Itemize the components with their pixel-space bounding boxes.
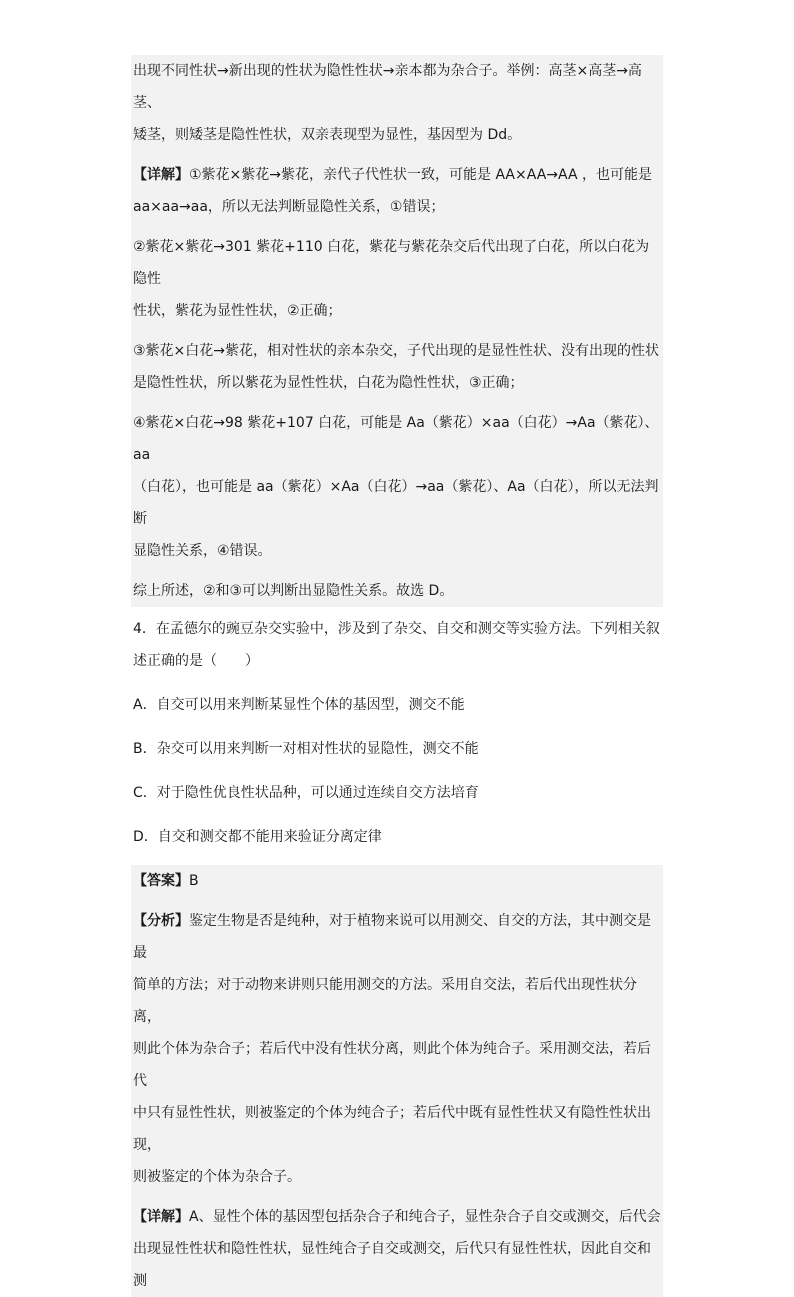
answer-value: B (189, 873, 199, 889)
text-line: 性状，紫花为显性性状，②正确； (133, 303, 342, 319)
option-c: C．对于隐性优良性状品种，可以通过连续自交方法培育 (131, 777, 663, 809)
text-line: 【分析】鉴定生物是否是纯种，对于植物来说可以用测交、自交的方法，其中测交是最 (133, 913, 651, 961)
text-line: ④紫花×白花→98 紫花+107 白花，可能是 Aa（紫花）×aa（白花）→Aa（紫花）、aa (133, 415, 659, 463)
answer-tag: 【答案】 (133, 873, 189, 889)
prev-analysis-block (131, 55, 663, 151)
option-b: B．杂交可以用来判断一对相对性状的显隐性，测交不能 (131, 733, 663, 765)
answer-block (131, 865, 663, 897)
prev-detail-item-4 (131, 407, 663, 567)
option-a: A．自交可以用来判断某显性个体的基因型，测交不能 (131, 689, 663, 721)
prev-detail-item-2 (131, 231, 663, 327)
text-line: 述正确的是（ ） (133, 653, 259, 669)
text-line: 4．在孟德尔的豌豆杂交实验中，涉及到了杂交、自交和测交等实验方法。下列相关叙 (133, 621, 660, 637)
text-line: 则被鉴定的个体为杂合子。 (133, 1169, 301, 1185)
text-line: 出现显性性状和隐性性状，显性纯合子自交或测交，后代只有显性性状，因此自交和测 (133, 1241, 651, 1289)
prev-detail-block (131, 159, 663, 223)
detail-tag: 【详解】 (133, 1209, 189, 1225)
text-line: 中只有显性性状，则被鉴定的个体为纯合子；若后代中既有显性性状又有隐性性状出现， (133, 1105, 651, 1153)
text-line: ③紫花×白花→紫花，相对性状的亲本杂交，子代出现的是显性性状、没有出现的性状 (133, 343, 660, 359)
text-line: 是隐性性状，所以紫花为显性性状，白花为隐性性状，③正确； (133, 375, 524, 391)
text-line: 【详解】①紫花×紫花→紫花，亲代子代性状一致，可能是 AA×AA→AA ，也可能是 (133, 167, 653, 183)
prev-detail-item-3 (131, 335, 663, 399)
detail-block (131, 1201, 663, 1297)
question-stem (131, 613, 663, 677)
text-line (133, 865, 661, 897)
detail-tag: 【详解】 (133, 167, 189, 183)
text-line: 综上所述，②和③可以判断出显隐性关系。故选 D。 (133, 583, 454, 599)
document-page (131, 55, 663, 1297)
prev-summary (131, 575, 663, 607)
text-line: ②紫花×紫花→301 紫花+110 白花，紫花与紫花杂交后代出现了白花，所以白花为隐性 (133, 239, 650, 287)
analysis-tag: 【分析】 (133, 913, 189, 929)
text-line: （白花），也可能是 aa（紫花）×Aa（白花）→aa（紫花）、Aa（白花），所以无法判断 (133, 479, 659, 527)
text-line: 则此个体为杂合子；若后代中没有性状分离，则此个体为纯合子。采用测交法，若后代 (133, 1041, 651, 1089)
text-line: 显隐性关系，④错误。 (133, 543, 272, 559)
text-line: 简单的方法；对于动物来讲则只能用测交的方法。采用自交法，若后代出现性状分离， (133, 977, 637, 1025)
text-line: 矮茎，则矮茎是隐性性状，双亲表现型为显性，基因型为 Dd。 (133, 127, 522, 143)
text-line: 出现不同性状→新出现的性状为隐性性状→亲本都为杂合子。举例：高茎×高茎→高茎、 (133, 63, 642, 111)
option-d: D．自交和测交都不能用来验证分离定律 (131, 821, 663, 853)
analysis-block (131, 905, 663, 1193)
text-line: aa×aa→aa，所以无法判断显隐性关系，①错误； (133, 199, 445, 215)
text-line: 【详解】A、显性个体的基因型包括杂合子和纯合子，显性杂合子自交或测交，后代会 (133, 1209, 661, 1225)
